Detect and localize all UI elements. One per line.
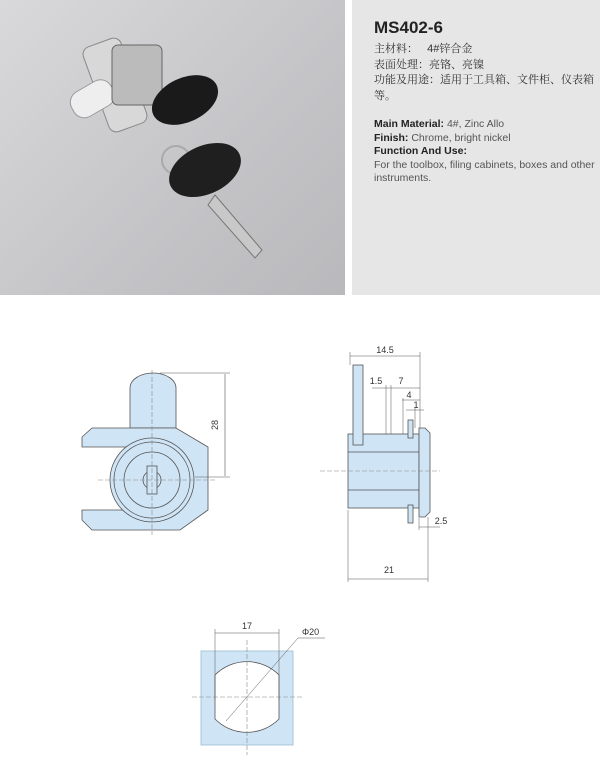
dimension-4: 4 xyxy=(406,390,412,400)
cutout-diameter-label: Φ20 xyxy=(302,627,320,637)
dimension-21: 21 xyxy=(383,565,395,575)
dimension-14-5: 14.5 xyxy=(376,345,394,355)
en-finish-value: Chrome, bright nickel xyxy=(411,131,511,144)
cn-material-value: 4#锌合金 xyxy=(427,43,473,55)
dimension-1: 1 xyxy=(413,400,419,410)
cn-finish-value: 亮铬、亮镍 xyxy=(429,58,484,71)
cn-use-value: 适用于工具箱、文件柜、仪表箱等。 xyxy=(374,74,594,102)
dimension-1-5: 1.5 xyxy=(369,376,383,386)
cn-finish-label: 表面处理： xyxy=(374,58,429,71)
height-dimension-label: 28 xyxy=(210,419,220,431)
cn-use-label: 功能及用途： xyxy=(374,74,440,86)
cn-material-label: 主材料： xyxy=(374,43,418,55)
en-material-value: 4#, Zinc Allo xyxy=(446,118,505,130)
cutout-width-label: 17 xyxy=(241,621,253,631)
dimension-2-5: 2.5 xyxy=(434,516,448,526)
en-use-value: For the toolbox, filing cabinets, boxes and other instruments. xyxy=(374,158,595,184)
en-material-label: Main Material: xyxy=(374,118,445,130)
en-use-label: Function And Use: xyxy=(374,145,467,157)
model-number: MS402-6 xyxy=(374,18,443,37)
front-view xyxy=(82,370,230,535)
panel-cutout-view xyxy=(192,621,325,755)
side-view xyxy=(320,345,447,582)
en-finish-label: Finish: xyxy=(374,131,409,144)
dimension-7: 7 xyxy=(398,376,404,386)
